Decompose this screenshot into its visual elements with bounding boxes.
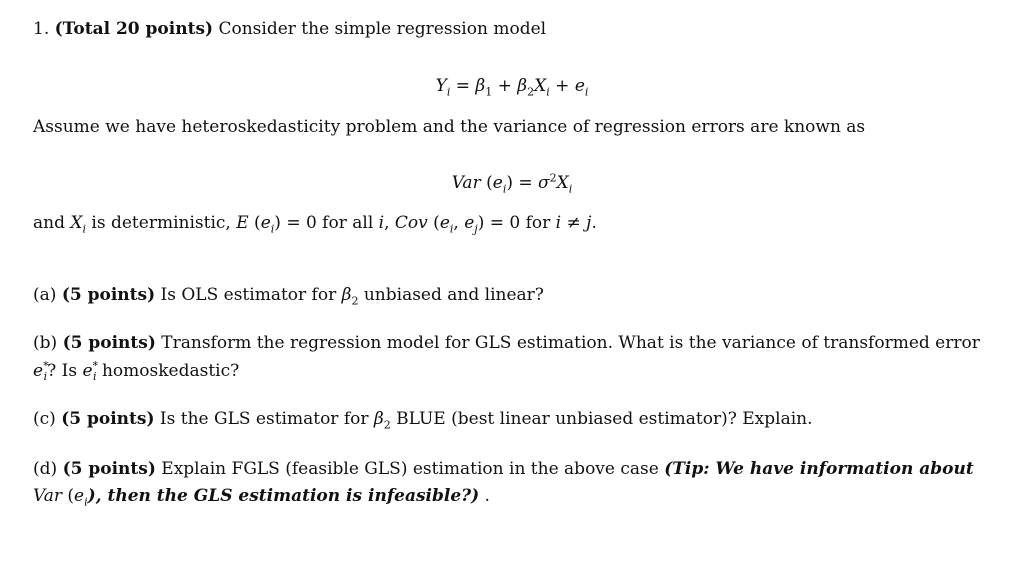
part-b-points: (5 points) — [62, 333, 156, 353]
part-d-points: (5 points) — [62, 459, 156, 479]
variance-equation: Var $(e_i) = \sigma^2X_i$ — [451, 171, 573, 196]
part-c-points: (5 points) — [61, 409, 155, 429]
problem-header — [33, 18, 546, 40]
part-d-continued: Var $(e_i)$, then the GLS estimation is infeasible?) . — [33, 486, 490, 509]
part-c: (c) (5 points) Is the GLS estimator for $\beta_2$ BLUE (best linear unbiased estimator)? Explain. — [33, 409, 813, 432]
part-a: (a) (5 points) Is OLS estimator for $\beta_2$ unbiased and linear? — [33, 285, 544, 308]
part-b-continued: $e^*_i$? Is $e^*_i$ homoskedastic? — [33, 359, 240, 384]
regression-equation: $Y_i = \beta_1 + \beta_2X_i + e_i$ — [435, 76, 589, 99]
part-d: (d) (5 points) Explain FGLS (feasible GLS) estimation in the above case (Tip: We have information about — [33, 459, 974, 479]
problem-intro: Consider the simple regression model — [218, 19, 547, 39]
problem-number: 1. — [33, 19, 50, 39]
conditions-text: and $X_i$ is deterministic, E $(e_i) = 0$ for all i, Cov ($e_i$, $e_j) = 0$ for i ≠ j. — [33, 213, 597, 236]
assumption-text: Assume we have heteroskedasticity problem and the variance of regression errors are known as — [33, 117, 866, 137]
part-b-label: (b) — [33, 333, 58, 353]
part-c-label: (c) — [33, 409, 56, 429]
problem-points: (Total 20 points) — [54, 19, 214, 39]
part-d-tip: (Tip: We have information about — [664, 459, 974, 479]
part-d-label: (d) — [33, 459, 58, 479]
part-a-points: (5 points) — [61, 285, 156, 305]
part-a-label: (a) — [33, 285, 57, 305]
part-b: (b) (5 points) Transform the regression model for GLS estimation. What is the variance of transformed error — [33, 333, 980, 353]
